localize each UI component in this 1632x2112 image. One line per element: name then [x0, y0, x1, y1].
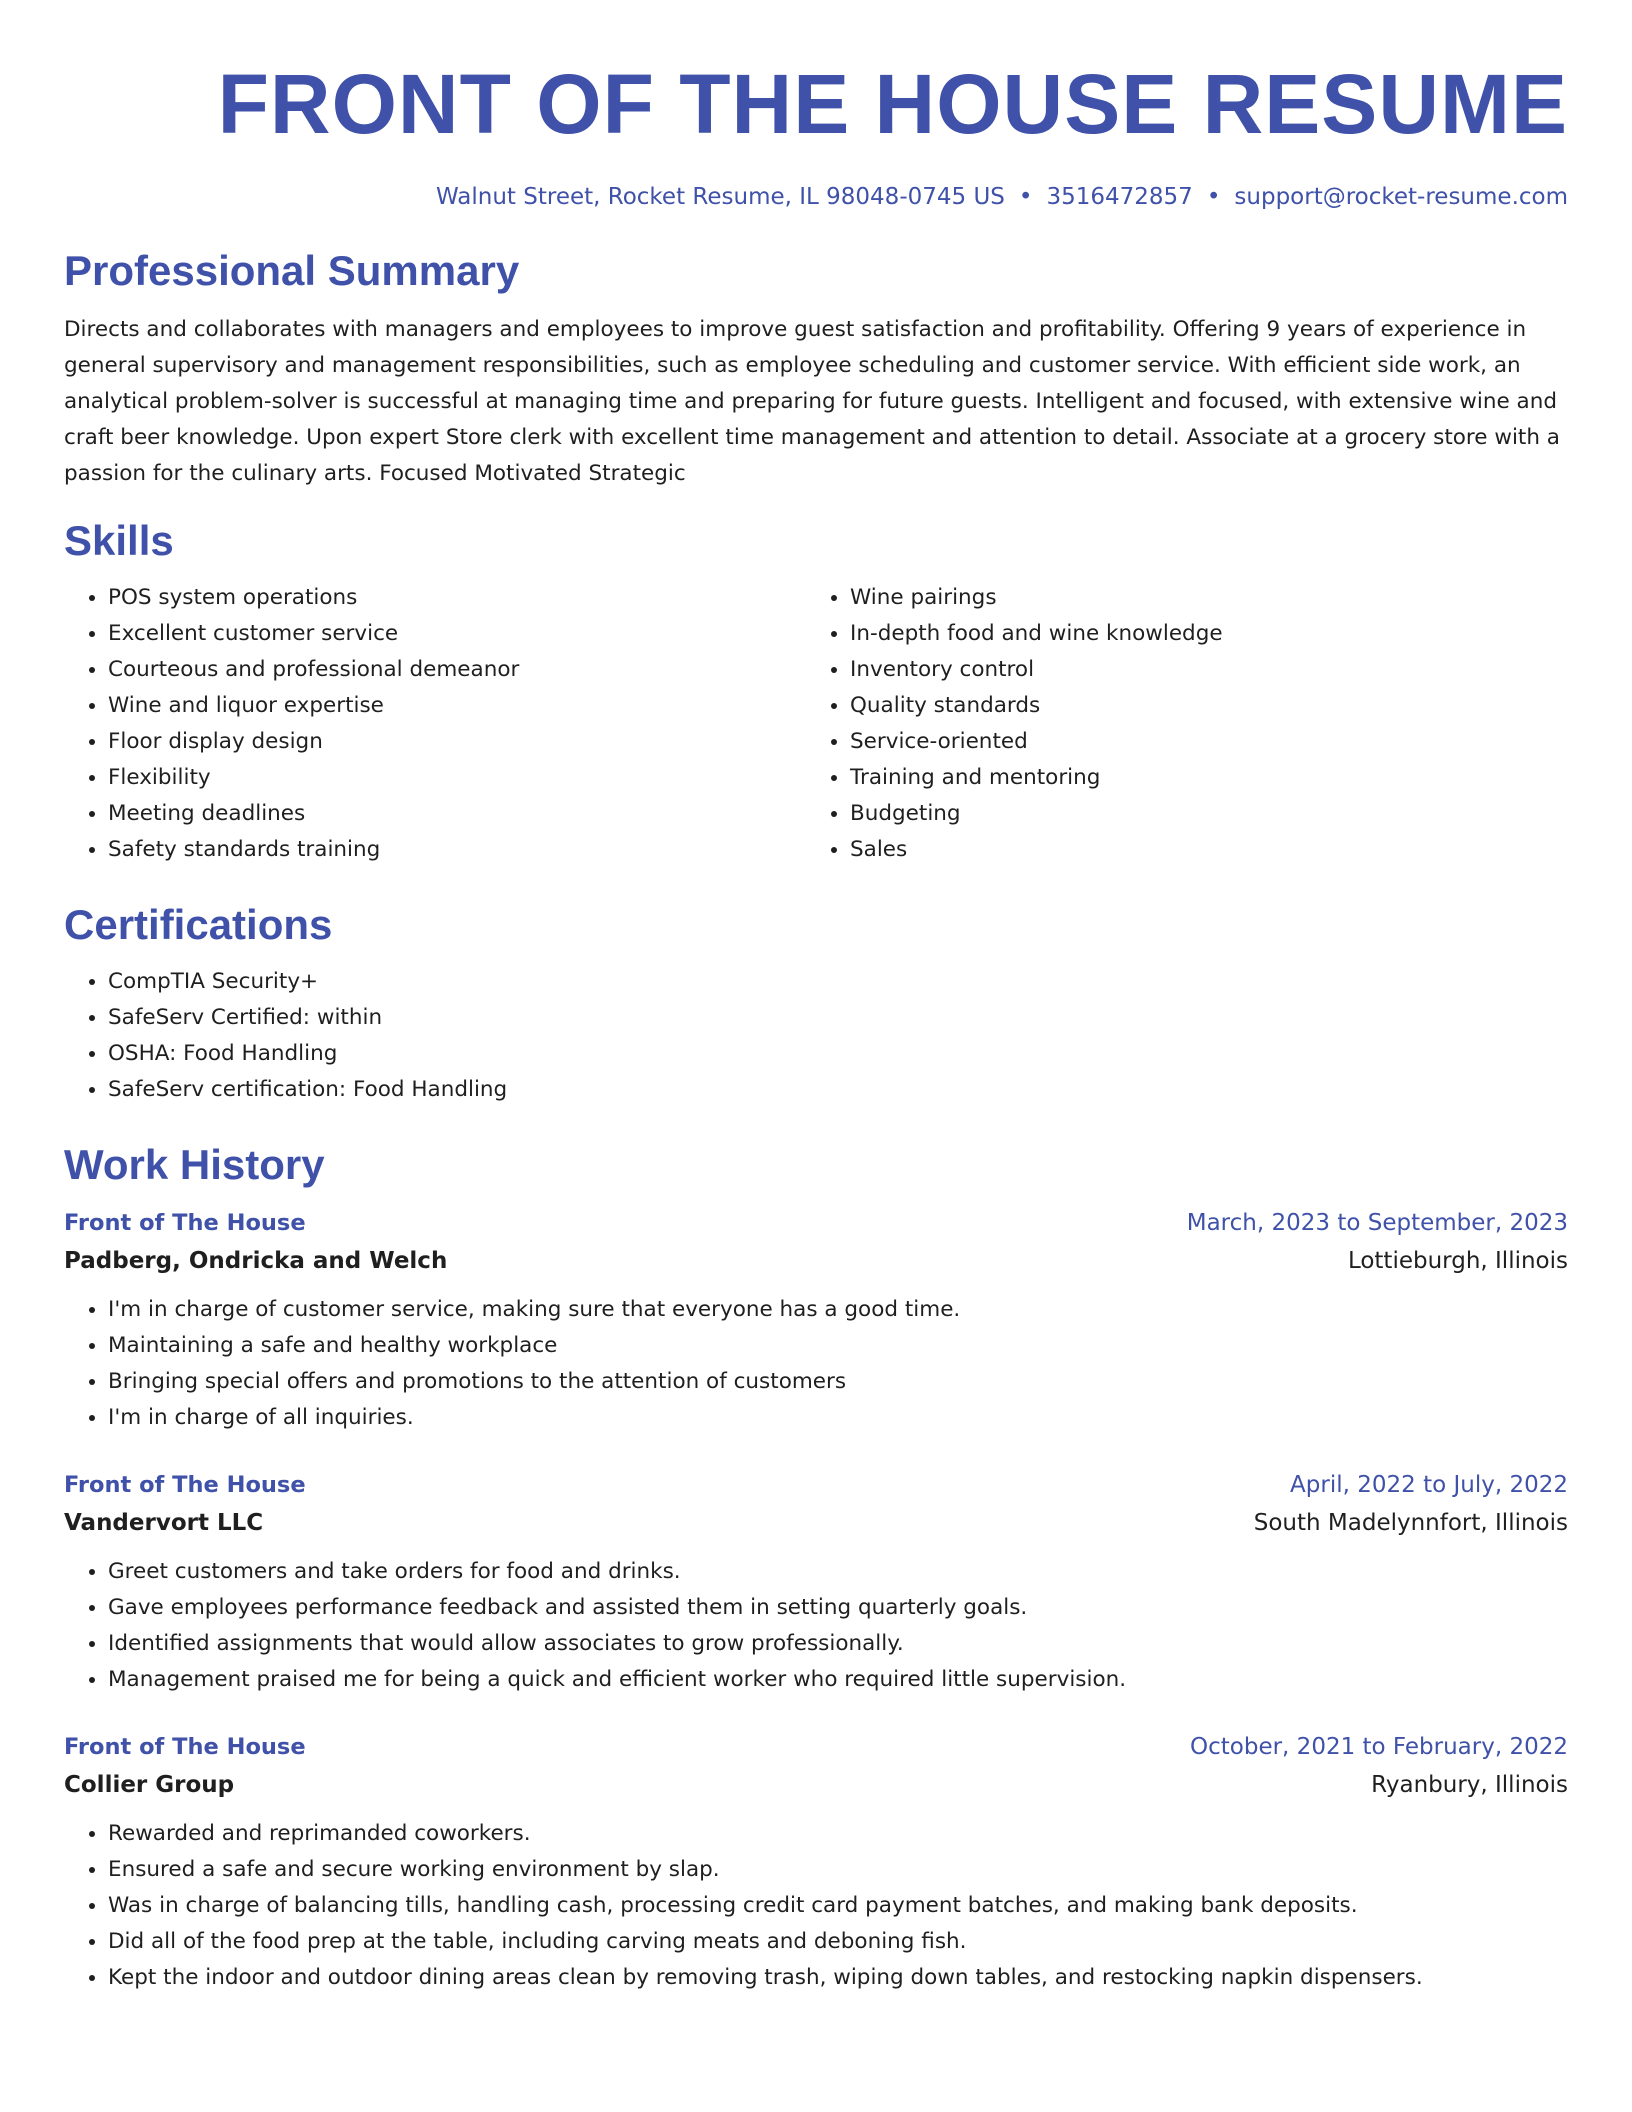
contact-separator: • — [1206, 184, 1221, 210]
job-location: Ryanbury, Illinois — [1371, 1772, 1568, 1798]
contact-address: Walnut Street, Rocket Resume, IL 98048-0745 US — [436, 184, 1005, 210]
job-title: Front of The House — [64, 1210, 306, 1236]
skill-item: • Excellent customer service — [108, 616, 806, 652]
job-company: Collier Group — [64, 1772, 235, 1798]
job-bullet: • I'm in charge of customer service, making sure that everyone has a good time. — [108, 1292, 1568, 1328]
contact-phone: 3516472857 — [1046, 184, 1193, 210]
job-bullet: • Was in charge of balancing tills, handling cash, processing credit card payment batches, and making bank deposits. — [108, 1888, 1568, 1924]
skill-item: • Training and mentoring — [850, 760, 1548, 796]
job-subheader — [64, 1242, 1568, 1280]
job-bullet: • Rewarded and reprimanded coworkers. — [108, 1816, 1568, 1852]
summary-text: Directs and collaborates with managers and employees to improve guest satisfaction and profitability. Offering 9 years of experience in general supervisory and management responsibilities, such as employee scheduling and customer service. With efficient side work, an analytical problem-solver is successful at managing time and preparing for future guests. Intelligent and focused, with extensive wine and craft beer knowledge. Upon expert Store clerk with excellent time management and attention to detail. Associate at a grocery store with a passion for the culinary arts. Focused Motivated Strategic — [64, 317, 1560, 486]
skill-item: • Sales — [850, 832, 1548, 868]
summary-heading: Professional Summary — [64, 247, 520, 294]
skill-item: • Service-oriented — [850, 724, 1548, 760]
skill-item: • Floor display design — [108, 724, 806, 760]
job-bullet: • Ensured a safe and secure working environment by slap. — [108, 1852, 1568, 1888]
job-dates: April, 2022 to July, 2022 — [1290, 1472, 1568, 1498]
certifications-heading: Certifications — [64, 901, 333, 948]
job-bullet: • I'm in charge of all inquiries. — [108, 1400, 1568, 1436]
job-title: Front of The House — [64, 1472, 306, 1498]
job-dates: March, 2023 to September, 2023 — [1186, 1210, 1568, 1236]
skill-item: • Inventory control — [850, 652, 1548, 688]
job-header — [64, 1466, 1568, 1504]
job-bullet: • Management praised me for being a quick and efficient worker who required little supervision. — [108, 1662, 1568, 1698]
resume-title: FRONT OF THE HOUSE RESUME — [217, 57, 1568, 151]
job-subheader — [64, 1766, 1568, 1804]
job-dates: October, 2021 to February, 2022 — [1190, 1734, 1568, 1760]
work-history-list — [64, 1204, 1568, 1996]
job-entry — [64, 1466, 1568, 1698]
certifications-list — [64, 964, 1568, 1108]
skill-item: • Quality standards — [850, 688, 1548, 724]
work-history-heading: Work History — [64, 1141, 325, 1188]
skill-item: • Wine pairings — [850, 580, 1548, 616]
contact-email: support@rocket-resume.com — [1234, 184, 1568, 210]
certification-item: • SafeServ certification: Food Handling — [108, 1072, 1568, 1108]
job-title: Front of The House — [64, 1734, 306, 1760]
job-company: Vandervort LLC — [64, 1510, 264, 1536]
job-header — [64, 1728, 1568, 1766]
skill-item: • POS system operations — [108, 580, 806, 616]
certification-item: • OSHA: Food Handling — [108, 1036, 1568, 1072]
skill-item: • In-depth food and wine knowledge — [850, 616, 1548, 652]
skills-left-column — [64, 580, 806, 868]
job-location: Lottieburgh, Illinois — [1347, 1248, 1568, 1274]
skill-item: • Wine and liquor expertise — [108, 688, 806, 724]
job-bullets — [64, 1554, 1568, 1698]
job-subheader — [64, 1504, 1568, 1542]
resume-page — [64, 0, 1568, 2026]
skill-item: • Meeting deadlines — [108, 796, 806, 832]
certification-item: • SafeServ Certified: within — [108, 1000, 1568, 1036]
job-bullet: • Did all of the food prep at the table, including carving meats and deboning fish. — [108, 1924, 1568, 1960]
job-header — [64, 1204, 1568, 1242]
job-entry — [64, 1204, 1568, 1436]
job-bullet: • Maintaining a safe and healthy workplace — [108, 1328, 1568, 1364]
contact-separator: • — [1018, 184, 1033, 210]
job-entry — [64, 1728, 1568, 1996]
job-company: Padberg, Ondricka and Welch — [64, 1248, 448, 1274]
job-bullets — [64, 1816, 1568, 1996]
job-bullet: • Greet customers and take orders for food and drinks. — [108, 1554, 1568, 1590]
job-bullet: • Kept the indoor and outdoor dining areas clean by removing trash, wiping down tables, and restocking napkin dispensers. — [108, 1960, 1568, 1996]
job-bullets — [64, 1292, 1568, 1436]
skill-item: • Budgeting — [850, 796, 1548, 832]
job-bullet: • Identified assignments that would allow associates to grow professionally. — [108, 1626, 1568, 1662]
job-bullet: • Gave employees performance feedback and assisted them in setting quarterly goals. — [108, 1590, 1568, 1626]
skill-item: • Courteous and professional demeanor — [108, 652, 806, 688]
certification-item: • CompTIA Security+ — [108, 964, 1568, 1000]
skill-item: • Safety standards training — [108, 832, 806, 868]
skills-heading: Skills — [64, 517, 174, 564]
contact-line — [64, 180, 1568, 214]
job-location: South Madelynnfort, Illinois — [1253, 1510, 1568, 1536]
skill-item: • Flexibility — [108, 760, 806, 796]
skills-right-column — [806, 580, 1548, 868]
job-bullet: • Bringing special offers and promotions to the attention of customers — [108, 1364, 1568, 1400]
skills-list — [64, 580, 1568, 868]
